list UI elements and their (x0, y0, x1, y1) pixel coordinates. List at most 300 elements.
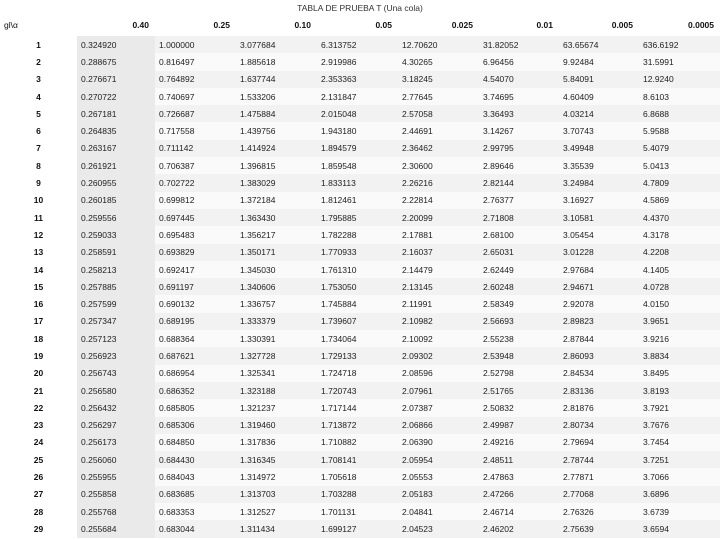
value-cell: 2.06390 (398, 434, 479, 451)
df-cell: 8 (0, 157, 77, 174)
df-cell: 11 (0, 209, 77, 226)
value-cell: 3.14267 (479, 122, 559, 139)
value-cell: 6.8688 (639, 105, 720, 122)
header-row (0, 14, 720, 36)
value-cell: 0.257885 (77, 278, 155, 295)
value-cell: 1.710882 (317, 434, 398, 451)
value-cell: 0.687621 (155, 347, 236, 364)
df-cell: 3 (0, 71, 77, 88)
value-cell: 3.6739 (639, 503, 720, 520)
t-distribution-table (0, 14, 720, 538)
value-cell: 2.50832 (479, 399, 559, 416)
value-cell: 0.259033 (77, 226, 155, 243)
table-row (0, 226, 720, 243)
table-row (0, 88, 720, 105)
value-cell: 63.65674 (559, 36, 639, 53)
value-cell: 2.52798 (479, 365, 559, 382)
value-cell: 2.86093 (559, 347, 639, 364)
value-cell: 2.05954 (398, 451, 479, 468)
value-cell: 3.18245 (398, 71, 479, 88)
table-row (0, 451, 720, 468)
value-cell: 2.97684 (559, 261, 639, 278)
value-cell: 2.07387 (398, 399, 479, 416)
value-cell: 2.36462 (398, 140, 479, 157)
df-cell: 12 (0, 226, 77, 243)
value-cell: 0.255684 (77, 520, 155, 537)
df-cell: 13 (0, 244, 77, 261)
value-cell: 2.77068 (559, 486, 639, 503)
value-cell: 3.7066 (639, 468, 720, 485)
value-cell: 3.10581 (559, 209, 639, 226)
value-cell: 3.8834 (639, 347, 720, 364)
value-cell: 1.372184 (236, 192, 317, 209)
value-cell: 0.684043 (155, 468, 236, 485)
df-cell: 20 (0, 365, 77, 382)
table-row (0, 503, 720, 520)
table-row (0, 192, 720, 209)
df-cell: 4 (0, 88, 77, 105)
table-row (0, 244, 720, 261)
df-cell: 2 (0, 53, 77, 70)
value-cell: 1.859548 (317, 157, 398, 174)
value-cell: 0.692417 (155, 261, 236, 278)
value-cell: 3.01228 (559, 244, 639, 261)
value-cell: 1.336757 (236, 295, 317, 312)
value-cell: 1.533206 (236, 88, 317, 105)
value-cell: 3.8193 (639, 382, 720, 399)
value-cell: 0.686954 (155, 365, 236, 382)
value-cell: 3.7251 (639, 451, 720, 468)
value-cell: 2.46714 (479, 503, 559, 520)
value-cell: 2.89823 (559, 313, 639, 330)
table-row (0, 520, 720, 537)
value-cell: 1.340606 (236, 278, 317, 295)
value-cell: 4.3178 (639, 226, 720, 243)
value-cell: 3.7454 (639, 434, 720, 451)
value-cell: 2.04523 (398, 520, 479, 537)
value-cell: 4.5869 (639, 192, 720, 209)
value-cell: 2.76326 (559, 503, 639, 520)
value-cell: 0.256297 (77, 417, 155, 434)
value-cell: 4.1405 (639, 261, 720, 278)
value-cell: 2.06866 (398, 417, 479, 434)
value-cell: 6.313752 (317, 36, 398, 53)
value-cell: 2.353363 (317, 71, 398, 88)
value-cell: 2.68100 (479, 226, 559, 243)
value-cell: 1.327728 (236, 347, 317, 364)
value-cell: 3.36493 (479, 105, 559, 122)
value-cell: 1.729133 (317, 347, 398, 364)
value-cell: 3.6594 (639, 520, 720, 537)
value-cell: 1.414924 (236, 140, 317, 157)
value-cell: 1.000000 (155, 36, 236, 53)
value-cell: 0.256580 (77, 382, 155, 399)
alpha-header: 0.40 (132, 20, 149, 30)
df-cell: 25 (0, 451, 77, 468)
value-cell: 3.6896 (639, 486, 720, 503)
table-row (0, 157, 720, 174)
value-cell: 2.30600 (398, 157, 479, 174)
value-cell: 0.255858 (77, 486, 155, 503)
value-cell: 0.258213 (77, 261, 155, 278)
value-cell: 4.0728 (639, 278, 720, 295)
value-cell: 2.47266 (479, 486, 559, 503)
table-row (0, 261, 720, 278)
value-cell: 1.319460 (236, 417, 317, 434)
value-cell: 2.62449 (479, 261, 559, 278)
table-row (0, 365, 720, 382)
df-cell: 5 (0, 105, 77, 122)
value-cell: 2.58349 (479, 295, 559, 312)
value-cell: 31.82052 (479, 36, 559, 53)
value-cell: 1.724718 (317, 365, 398, 382)
value-cell: 2.44691 (398, 122, 479, 139)
value-cell: 0.270722 (77, 88, 155, 105)
value-cell: 3.74695 (479, 88, 559, 105)
value-cell: 2.77645 (398, 88, 479, 105)
value-cell: 4.03214 (559, 105, 639, 122)
value-cell: 2.13145 (398, 278, 479, 295)
table-row (0, 122, 720, 139)
value-cell: 0.691197 (155, 278, 236, 295)
df-cell: 21 (0, 382, 77, 399)
df-cell: 22 (0, 399, 77, 416)
df-cell: 24 (0, 434, 77, 451)
value-cell: 0.256923 (77, 347, 155, 364)
value-cell: 4.54070 (479, 71, 559, 88)
value-cell: 3.7921 (639, 399, 720, 416)
value-cell: 0.706387 (155, 157, 236, 174)
value-cell: 0.686352 (155, 382, 236, 399)
value-cell: 3.9216 (639, 330, 720, 347)
value-cell: 2.57058 (398, 105, 479, 122)
df-cell: 26 (0, 468, 77, 485)
value-cell: 1.321237 (236, 399, 317, 416)
value-cell: 1.795885 (317, 209, 398, 226)
value-cell: 2.65031 (479, 244, 559, 261)
value-cell: 0.683044 (155, 520, 236, 537)
value-cell: 1.383029 (236, 174, 317, 191)
value-cell: 0.257123 (77, 330, 155, 347)
value-cell: 1.833113 (317, 174, 398, 191)
value-cell: 1.943180 (317, 122, 398, 139)
value-cell: 0.693829 (155, 244, 236, 261)
value-cell: 4.30265 (398, 53, 479, 70)
value-cell: 2.48511 (479, 451, 559, 468)
table-row (0, 399, 720, 416)
value-cell: 0.690132 (155, 295, 236, 312)
value-cell: 1.439756 (236, 122, 317, 139)
value-cell: 2.71808 (479, 209, 559, 226)
value-cell: 1.708141 (317, 451, 398, 468)
value-cell: 0.256060 (77, 451, 155, 468)
value-cell: 0.688364 (155, 330, 236, 347)
value-cell: 1.713872 (317, 417, 398, 434)
value-cell: 0.684430 (155, 451, 236, 468)
value-cell: 2.55238 (479, 330, 559, 347)
value-cell: 12.9240 (639, 71, 720, 88)
table-row (0, 468, 720, 485)
value-cell: 2.20099 (398, 209, 479, 226)
value-cell: 2.80734 (559, 417, 639, 434)
value-cell: 2.53948 (479, 347, 559, 364)
value-cell: 1.894579 (317, 140, 398, 157)
value-cell: 3.7676 (639, 417, 720, 434)
df-cell: 1 (0, 36, 77, 53)
value-cell: 0.816497 (155, 53, 236, 70)
table-row (0, 486, 720, 503)
table-row (0, 417, 720, 434)
df-cell: 28 (0, 503, 77, 520)
value-cell: 0.684850 (155, 434, 236, 451)
value-cell: 2.08596 (398, 365, 479, 382)
value-cell: 8.6103 (639, 88, 720, 105)
alpha-header: 0.025 (451, 20, 473, 30)
value-cell: 0.685306 (155, 417, 236, 434)
value-cell: 2.09302 (398, 347, 479, 364)
alpha-header: 0.0005 (688, 20, 714, 30)
df-cell: 18 (0, 330, 77, 347)
value-cell: 4.2208 (639, 244, 720, 261)
value-cell: 3.8495 (639, 365, 720, 382)
value-cell: 0.261921 (77, 157, 155, 174)
value-cell: 1.311434 (236, 520, 317, 537)
value-cell: 3.05454 (559, 226, 639, 243)
df-cell: 15 (0, 278, 77, 295)
value-cell: 0.255955 (77, 468, 155, 485)
df-cell: 27 (0, 486, 77, 503)
value-cell: 0.683353 (155, 503, 236, 520)
table-row (0, 36, 720, 53)
value-cell: 5.84091 (559, 71, 639, 88)
value-cell: 12.70620 (398, 36, 479, 53)
value-cell: 1.314972 (236, 468, 317, 485)
value-cell: 2.89646 (479, 157, 559, 174)
table-row (0, 140, 720, 157)
value-cell: 2.87844 (559, 330, 639, 347)
value-cell: 0.683685 (155, 486, 236, 503)
value-cell: 4.7809 (639, 174, 720, 191)
value-cell: 2.92078 (559, 295, 639, 312)
value-cell: 1.745884 (317, 295, 398, 312)
value-cell: 1.475884 (236, 105, 317, 122)
value-cell: 2.16037 (398, 244, 479, 261)
value-cell: 3.70743 (559, 122, 639, 139)
value-cell: 4.60409 (559, 88, 639, 105)
value-cell: 1.720743 (317, 382, 398, 399)
alpha-header: 0.25 (213, 20, 230, 30)
value-cell: 2.99795 (479, 140, 559, 157)
value-cell: 5.4079 (639, 140, 720, 157)
value-cell: 0.260185 (77, 192, 155, 209)
value-cell: 1.885618 (236, 53, 317, 70)
value-cell: 2.82144 (479, 174, 559, 191)
value-cell: 1.396815 (236, 157, 317, 174)
value-cell: 0.267181 (77, 105, 155, 122)
value-cell: 2.94671 (559, 278, 639, 295)
value-cell: 0.260955 (77, 174, 155, 191)
value-cell: 1.345030 (236, 261, 317, 278)
value-cell: 1.313703 (236, 486, 317, 503)
alpha-header: 0.005 (611, 20, 633, 30)
value-cell: 1.637744 (236, 71, 317, 88)
value-cell: 2.17881 (398, 226, 479, 243)
value-cell: 0.702722 (155, 174, 236, 191)
value-cell: 0.695483 (155, 226, 236, 243)
value-cell: 2.07961 (398, 382, 479, 399)
value-cell: 1.356217 (236, 226, 317, 243)
value-cell: 2.10982 (398, 313, 479, 330)
df-cell: 6 (0, 122, 77, 139)
value-cell: 0.711142 (155, 140, 236, 157)
df-cell: 19 (0, 347, 77, 364)
value-cell: 2.84534 (559, 365, 639, 382)
corner-label: gl\α (4, 20, 18, 30)
value-cell: 1.350171 (236, 244, 317, 261)
value-cell: 4.4370 (639, 209, 720, 226)
value-cell: 3.077684 (236, 36, 317, 53)
value-cell: 0.689195 (155, 313, 236, 330)
value-cell: 31.5991 (639, 53, 720, 70)
df-cell: 16 (0, 295, 77, 312)
value-cell: 1.739607 (317, 313, 398, 330)
value-cell: 2.05553 (398, 468, 479, 485)
value-cell: 2.75639 (559, 520, 639, 537)
value-cell: 0.685805 (155, 399, 236, 416)
table-row (0, 434, 720, 451)
value-cell: 1.317836 (236, 434, 317, 451)
value-cell: 0.258591 (77, 244, 155, 261)
value-cell: 2.83136 (559, 382, 639, 399)
value-cell: 3.16927 (559, 192, 639, 209)
value-cell: 2.49216 (479, 434, 559, 451)
value-cell: 2.81876 (559, 399, 639, 416)
value-cell: 2.60248 (479, 278, 559, 295)
value-cell: 1.703288 (317, 486, 398, 503)
table-row (0, 295, 720, 312)
value-cell: 1.782288 (317, 226, 398, 243)
df-cell: 7 (0, 140, 77, 157)
table-row (0, 174, 720, 191)
value-cell: 4.0150 (639, 295, 720, 312)
value-cell: 0.717558 (155, 122, 236, 139)
value-cell: 2.14479 (398, 261, 479, 278)
table-row (0, 313, 720, 330)
value-cell: 1.323188 (236, 382, 317, 399)
value-cell: 2.015048 (317, 105, 398, 122)
alpha-header: 0.10 (294, 20, 311, 30)
value-cell: 2.22814 (398, 192, 479, 209)
value-cell: 3.24984 (559, 174, 639, 191)
value-cell: 0.288675 (77, 53, 155, 70)
value-cell: 1.699127 (317, 520, 398, 537)
value-cell: 2.56693 (479, 313, 559, 330)
table-row (0, 209, 720, 226)
value-cell: 1.734064 (317, 330, 398, 347)
value-cell: 2.05183 (398, 486, 479, 503)
alpha-header: 0.01 (536, 20, 553, 30)
value-cell: 5.0413 (639, 157, 720, 174)
value-cell: 2.11991 (398, 295, 479, 312)
table-row (0, 71, 720, 88)
value-cell: 0.764892 (155, 71, 236, 88)
value-cell: 1.701131 (317, 503, 398, 520)
value-cell: 2.26216 (398, 174, 479, 191)
value-cell: 2.51765 (479, 382, 559, 399)
value-cell: 3.35539 (559, 157, 639, 174)
value-cell: 2.49987 (479, 417, 559, 434)
value-cell: 2.77871 (559, 468, 639, 485)
value-cell: 1.717144 (317, 399, 398, 416)
value-cell: 0.256743 (77, 365, 155, 382)
value-cell: 0.257347 (77, 313, 155, 330)
table-row (0, 53, 720, 70)
df-cell: 17 (0, 313, 77, 330)
value-cell: 1.753050 (317, 278, 398, 295)
value-cell: 0.697445 (155, 209, 236, 226)
value-cell: 5.9588 (639, 122, 720, 139)
value-cell: 0.324920 (77, 36, 155, 53)
value-cell: 1.761310 (317, 261, 398, 278)
value-cell: 2.04841 (398, 503, 479, 520)
value-cell: 2.78744 (559, 451, 639, 468)
value-cell: 2.79694 (559, 434, 639, 451)
value-cell: 1.316345 (236, 451, 317, 468)
value-cell: 1.325341 (236, 365, 317, 382)
table-row (0, 278, 720, 295)
value-cell: 0.259556 (77, 209, 155, 226)
df-cell: 14 (0, 261, 77, 278)
value-cell: 0.726687 (155, 105, 236, 122)
table-row (0, 382, 720, 399)
table-row (0, 347, 720, 364)
value-cell: 1.770933 (317, 244, 398, 261)
value-cell: 0.256173 (77, 434, 155, 451)
value-cell: 0.264835 (77, 122, 155, 139)
value-cell: 2.131847 (317, 88, 398, 105)
value-cell: 0.256432 (77, 399, 155, 416)
value-cell: 0.257599 (77, 295, 155, 312)
value-cell: 2.919986 (317, 53, 398, 70)
alpha-header: 0.05 (375, 20, 392, 30)
df-cell: 29 (0, 520, 77, 537)
table-row (0, 330, 720, 347)
value-cell: 636.6192 (639, 36, 720, 53)
value-cell: 3.49948 (559, 140, 639, 157)
table-title: TABLA DE PRUEBA T (Una cola) (297, 3, 423, 13)
value-cell: 1.330391 (236, 330, 317, 347)
df-cell: 9 (0, 174, 77, 191)
value-cell: 0.740697 (155, 88, 236, 105)
value-cell: 2.10092 (398, 330, 479, 347)
value-cell: 9.92484 (559, 53, 639, 70)
value-cell: 6.96456 (479, 53, 559, 70)
value-cell: 2.76377 (479, 192, 559, 209)
value-cell: 2.46202 (479, 520, 559, 537)
value-cell: 2.47863 (479, 468, 559, 485)
value-cell: 1.312527 (236, 503, 317, 520)
df-cell: 10 (0, 192, 77, 209)
value-cell: 3.9651 (639, 313, 720, 330)
value-cell: 1.363430 (236, 209, 317, 226)
value-cell: 0.276671 (77, 71, 155, 88)
table-row (0, 105, 720, 122)
value-cell: 1.333379 (236, 313, 317, 330)
value-cell: 1.812461 (317, 192, 398, 209)
value-cell: 0.699812 (155, 192, 236, 209)
value-cell: 0.263167 (77, 140, 155, 157)
df-cell: 23 (0, 417, 77, 434)
